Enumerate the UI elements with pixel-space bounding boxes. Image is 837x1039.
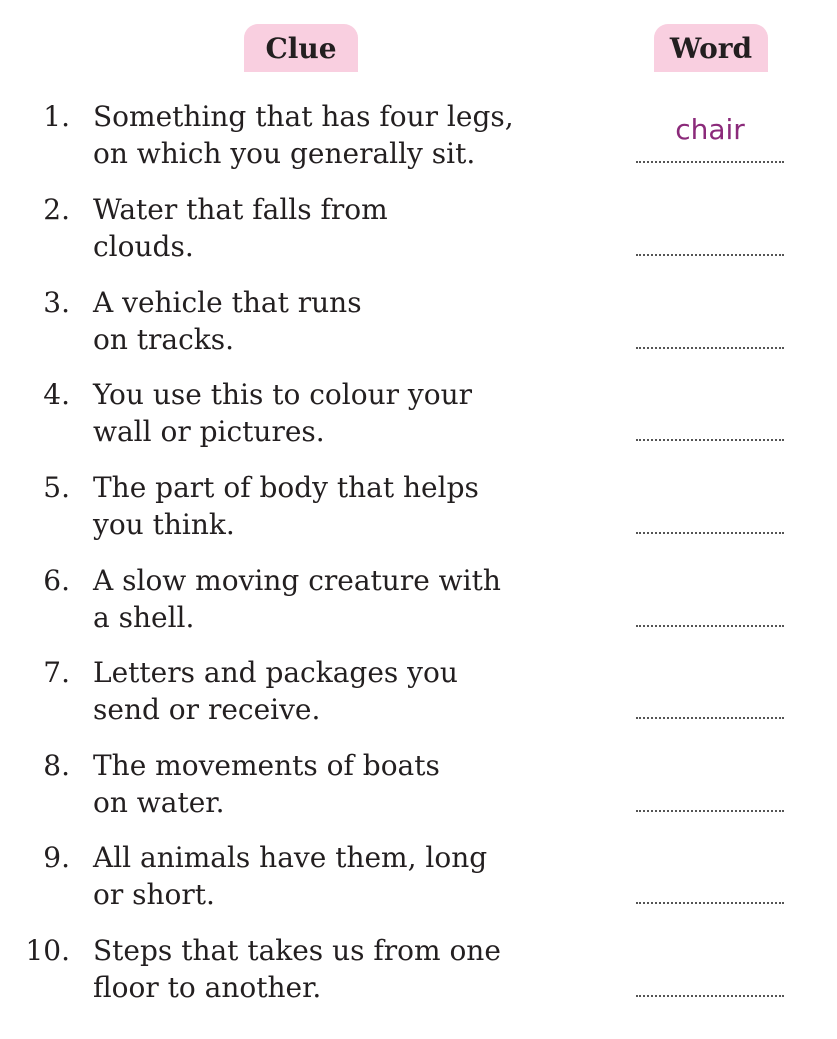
clue-line-1: All animals have them, long — [93, 841, 488, 874]
answer-blank[interactable] — [636, 532, 784, 534]
answer-blank[interactable] — [636, 717, 784, 719]
clue-number: 8. — [43, 749, 70, 782]
clue-text — [93, 562, 613, 636]
clue-row-7 — [0, 654, 837, 734]
clue-line-2: send or receive. — [93, 693, 321, 726]
clue-line-2: on tracks. — [93, 323, 235, 356]
clue-number: 3. — [43, 286, 70, 319]
clue-line-2: clouds. — [93, 230, 194, 263]
clue-number: 7. — [43, 656, 70, 689]
answer-blank[interactable] — [636, 995, 784, 997]
answer-text: chair — [675, 113, 745, 146]
word-column-header: Word — [654, 24, 768, 72]
answer-blank[interactable] — [636, 347, 784, 349]
clue-number: 9. — [43, 841, 70, 874]
clue-line-1: The part of body that helps — [93, 471, 479, 504]
clue-line-1: Letters and packages you — [93, 656, 458, 689]
clue-number: 2. — [43, 193, 70, 226]
clue-text — [93, 469, 613, 543]
clue-row-3 — [0, 284, 837, 364]
clue-line-1: Steps that takes us from one — [93, 934, 501, 967]
clue-text — [93, 747, 613, 821]
answer-blank[interactable] — [636, 161, 784, 163]
clue-number: 5. — [43, 471, 70, 504]
clue-row-10 — [0, 932, 837, 1012]
clue-number: 4. — [43, 378, 70, 411]
clue-number: 6. — [43, 564, 70, 597]
clue-line-2: wall or pictures. — [93, 415, 325, 448]
clue-text — [93, 284, 613, 358]
answer-blank[interactable] — [636, 902, 784, 904]
clue-line-2: a shell. — [93, 601, 195, 634]
clue-row-9 — [0, 839, 837, 919]
clue-line-2: on water. — [93, 786, 225, 819]
clue-line-1: You use this to colour your — [93, 378, 472, 411]
clue-row-5 — [0, 469, 837, 549]
clue-line-1: The movements of boats — [93, 749, 440, 782]
clue-line-2: on which you generally sit. — [93, 137, 476, 170]
clue-row-1 — [0, 98, 837, 178]
clue-line-1: Something that has four legs, — [93, 100, 514, 133]
clue-line-2: or short. — [93, 878, 215, 911]
clue-text — [93, 932, 613, 1006]
answer-blank[interactable] — [636, 625, 784, 627]
clue-row-4 — [0, 376, 837, 456]
clue-row-2 — [0, 191, 837, 271]
clue-column-header: Clue — [244, 24, 358, 72]
clue-text — [93, 98, 613, 172]
clue-text — [93, 376, 613, 450]
clue-number: 10. — [25, 934, 70, 967]
answer-blank[interactable] — [636, 810, 784, 812]
answer-blank[interactable] — [636, 439, 784, 441]
answer-blank[interactable] — [636, 254, 784, 256]
clue-line-1: A vehicle that runs — [93, 286, 362, 319]
clue-line-2: you think. — [93, 508, 235, 541]
clue-text — [93, 654, 613, 728]
clue-row-6 — [0, 562, 837, 642]
clue-row-8 — [0, 747, 837, 827]
clue-line-1: A slow moving creature with — [93, 564, 501, 597]
clue-text — [93, 191, 613, 265]
clue-line-2: floor to another. — [93, 971, 322, 1004]
clue-line-1: Water that falls from — [93, 193, 388, 226]
clue-number: 1. — [43, 100, 70, 133]
clue-text — [93, 839, 613, 913]
